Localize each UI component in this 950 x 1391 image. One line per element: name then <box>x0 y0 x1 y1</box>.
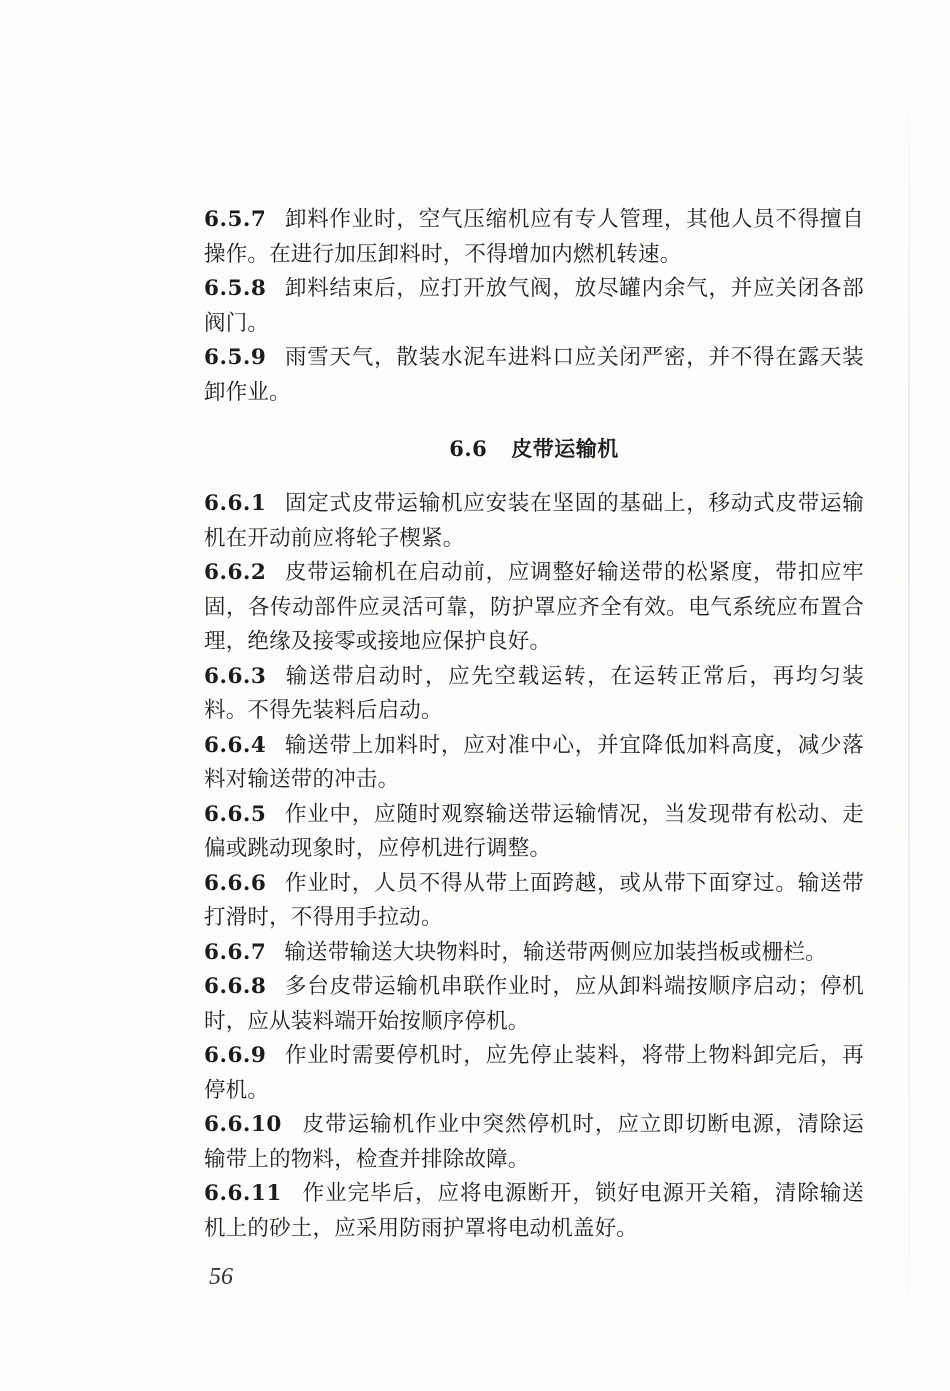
clause-number: 6.6.2 <box>204 560 267 585</box>
clause-text: 作业时，人员不得从带上面跨越，或从带下面穿过。输送带打滑时，不得用手拉动。 <box>204 870 864 930</box>
clause-number: 6.6.7 <box>204 939 267 965</box>
clause-text: 卸料作业时，空气压缩机应有专人管理，其他人员不得擅自操作。在进行加压卸料时，不得增加内燃机转速。 <box>204 207 864 267</box>
clause-6-6-10 <box>204 1108 864 1177</box>
clause-text: 输送带上加料时，应对准中心，并宜降低加料高度，减少落料对输送带的冲击。 <box>204 732 864 792</box>
clause-text: 皮带运输机作业中突然停机时，应立即切断电源，清除运输带上的物料，检查并排除故障。 <box>204 1112 864 1172</box>
clause-6-6-7 <box>204 936 864 971</box>
section-heading <box>204 432 864 466</box>
page-number: 56 <box>209 1264 233 1290</box>
section-title: 皮带运输机 <box>511 436 619 461</box>
clause-text: 多台皮带运输机串联作业时，应从卸料端按顺序启动；停机时，应从装料端开始按顺序停机。 <box>204 974 864 1034</box>
clause-6-6-8 <box>204 970 864 1039</box>
clause-number: 6.6.3 <box>204 663 267 689</box>
page-content <box>204 203 864 1246</box>
clause-6-5-7 <box>204 203 864 272</box>
binding-edge <box>908 60 910 1380</box>
clause-6-6-2 <box>204 556 864 660</box>
section-number: 6.6 <box>449 436 488 461</box>
clause-6-6-1 <box>204 487 864 556</box>
clause-6-6-11 <box>204 1177 864 1246</box>
clause-6-6-4 <box>204 729 864 798</box>
clause-6-5-8 <box>204 272 864 341</box>
clause-text: 卸料结束后，应打开放气阀，放尽罐内余气，并应关闭各部阀门。 <box>204 276 864 336</box>
clause-number: 6.6.9 <box>204 1043 267 1068</box>
clause-number: 6.5.9 <box>204 345 267 370</box>
clause-number: 6.6.1 <box>204 491 267 516</box>
clause-6-6-3 <box>204 660 864 729</box>
clause-6-6-9 <box>204 1039 864 1108</box>
clause-text: 固定式皮带运输机应安装在坚固的基础上，移动式皮带运输机在开动前应将轮子楔紧。 <box>204 491 864 551</box>
clause-6-6-6 <box>204 867 864 936</box>
clause-text: 输送带启动时，应先空载运转，在运转正常后，再均匀装料。不得先装料后启动。 <box>204 663 864 723</box>
clause-text: 皮带运输机在启动前，应调整好输送带的松紧度，带扣应牢固，各传动部件应灵活可靠，防护罩应齐全有效。电气系统应布置合理，绝缘及接零或接地应保护良好。 <box>204 560 864 654</box>
clause-number: 6.6.4 <box>204 732 267 758</box>
clause-number: 6.5.7 <box>204 207 267 232</box>
clause-text: 输送带输送大块物料时，输送带两侧应加装挡板或栅栏。 <box>284 939 827 965</box>
clause-text: 作业时需要停机时，应先停止装料，将带上物料卸完后，再停机。 <box>204 1043 864 1103</box>
clause-number: 6.6.8 <box>204 974 267 999</box>
clause-number: 6.6.10 <box>204 1112 282 1137</box>
clause-text: 雨雪天气，散装水泥车进料口应关闭严密，并不得在露天装卸作业。 <box>204 345 864 405</box>
clause-number: 6.6.5 <box>204 801 267 827</box>
clause-number: 6.6.11 <box>204 1181 282 1206</box>
clause-6-6-5 <box>204 798 864 867</box>
clause-6-5-9 <box>204 341 864 410</box>
clause-number: 6.6.6 <box>204 870 267 896</box>
clause-text: 作业完毕后，应将电源断开，锁好电源开关箱，清除输送机上的砂土，应采用防雨护罩将电动机盖好。 <box>204 1181 864 1241</box>
clause-number: 6.5.8 <box>204 276 267 301</box>
clause-text: 作业中，应随时观察输送带运输情况，当发现带有松动、走偏或跳动现象时，应停机进行调整。 <box>204 801 864 861</box>
